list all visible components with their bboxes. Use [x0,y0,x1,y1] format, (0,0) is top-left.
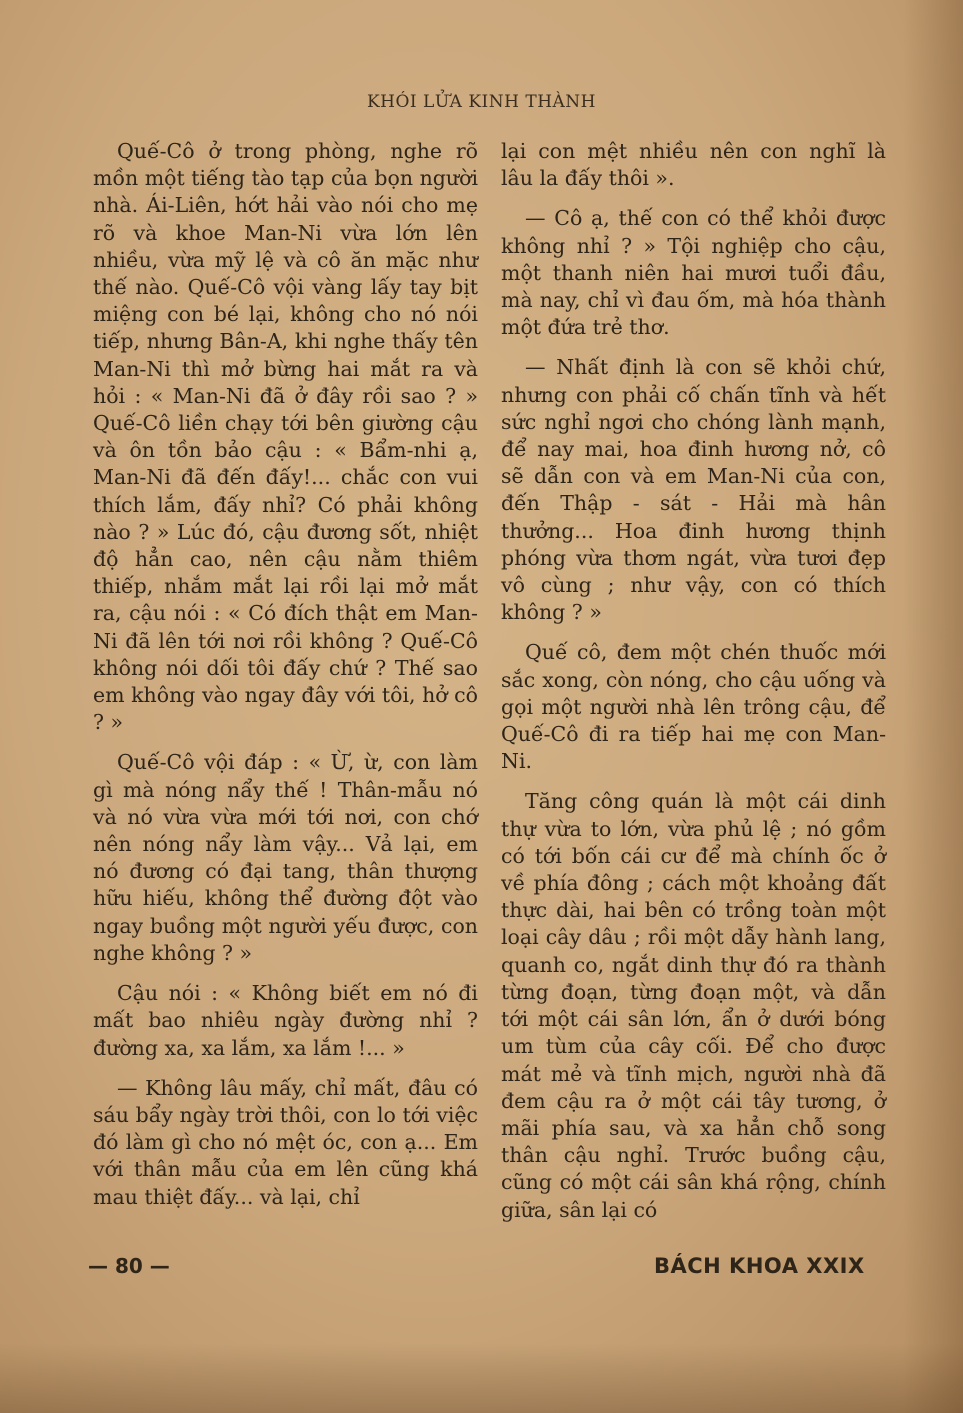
paragraph: Quế-Cô vội đáp : « Ừ, ừ, con làm gì mà nóng nẩy thế ! Thân-mẫu nó và nó vừa vừa mới tới nơi, con chớ nên nóng nẩy làm vậy... Vả lại, em nó đương có đại tang, thân thượng hữu hiếu, không thể đường đột vào ngay buồng một người yếu được, con nghe không ? » [93,750,478,965]
magazine-name: BÁCH KHOA XXIX [654,1254,865,1278]
right-column [501,138,886,1237]
paragraph: Quế cô, đem một chén thuốc mới sắc xong, còn nóng, cho cậu uống và gọi một người nhà lên trông cậu, để Quế-Cô đi ra tiếp hai mẹ con Man-Ni. [501,640,886,774]
paragraph: — Nhất định là con sẽ khỏi chứ, nhưng con phải cố chấn tĩnh và hết sức nghỉ ngơi cho chóng lành mạnh, để nay mai, hoa đinh hương nở, cô sẽ dẫn con và em Man-Ni của con, đến Thập - sát - Hải mà hân thưởng... Hoa đinh hương thịnh phóng vừa thơm ngát, vừa tươi đẹp vô cùng ; như vậy, con có thích không ? » [501,355,886,625]
running-head: KHÓI LỬA KINH THÀNH [366,92,597,112]
paragraph-continued: lại con mệt nhiều nên con nghĩ là lâu la đấy thôi ». [501,139,886,191]
paragraph: — Cô ạ, thế con có thể khỏi được không nhỉ ? » Tội nghiệp cho cậu, một thanh niên hai mươi tuổi đầu, mà nay, chỉ vì đau ốm, mà hóa thành một đứa trẻ thơ. [501,206,886,340]
page-number: — 80 — [88,1254,170,1278]
paragraph: Cậu nói : « Không biết em nó đi mất bao nhiêu ngày đường nhỉ ? đường xa, xa lắm, xa lắm !... » [93,981,478,1060]
paragraph: Tăng công quán là một cái dinh thự vừa to lớn, vừa phủ lệ ; nó gồm có tới bốn cái cư để mà chính ốc ở về phía đông ; cách một khoảng đất thực dài, hai bên có trồng toàn một loại cây dâu ; rồi một dẫy hành lang, quanh co, ngắt dinh thự đó ra thành từng đoạn, từng đoạn một, và dẫn tới một cái sân lớn, ẩn ở dưới bóng um tùm của cây cối. Để cho được mát mẻ và tĩnh mịch, người nhà đã đem cậu ra ở một cái tây tương, ở mãi phía sau, và xa hẳn chỗ song thân cậu nghỉ. Trước buồng cậu, cũng có một cái sân khá rộng, chính giữa, sân lại có [501,789,886,1222]
paragraph: Quế-Cô ở trong phòng, nghe rõ mồn một tiếng tào tạp của bọn người nhà. Ái-Liên, hớt hải vào nói cho mẹ rõ và khoe Man-Ni vừa lớn lên nhiều, vừa mỹ lệ và cô ăn mặc như thế nào. Quế-Cô vội vàng lấy tay bịt miệng con bé lại, không cho nó nói tiếp, nhưng Bân-A, khi nghe thấy tên Man-Ni thì mở bừng hai mắt ra và hỏi : « Man-Ni đã ở đây rồi sao ? » Quế-Cô liền chạy tới bên giường cậu và ôn tồn bảo cậu : « Bẩm-nhi ạ, Man-Ni đã đến đấy!... chắc con vui thích lắm, đấy nhỉ? Có phải không nào ? » Lúc đó, cậu đương sốt, nhiệt độ hẳn cao, nên cậu nằm thiêm thiếp, nhắm mắt lại rồi lại mở mắt ra, cậu nói : « Có đích thật em Man-Ni đã lên tới nơi rồi không ? Quế-Cô không nói dối tôi đấy chứ ? Thế sao em không vào ngay đây với tôi, hở cô ? » [93,139,478,735]
paragraph: — Không lâu mấy, chỉ mất, đâu có sáu bẩy ngày trời thôi, con lo tới việc đó làm gì cho nó mệt óc, con ạ... Em với thân mẫu của em lên cũng khá mau thiệt đấy... và lại, chỉ [93,1075,478,1209]
left-column [93,138,478,1224]
